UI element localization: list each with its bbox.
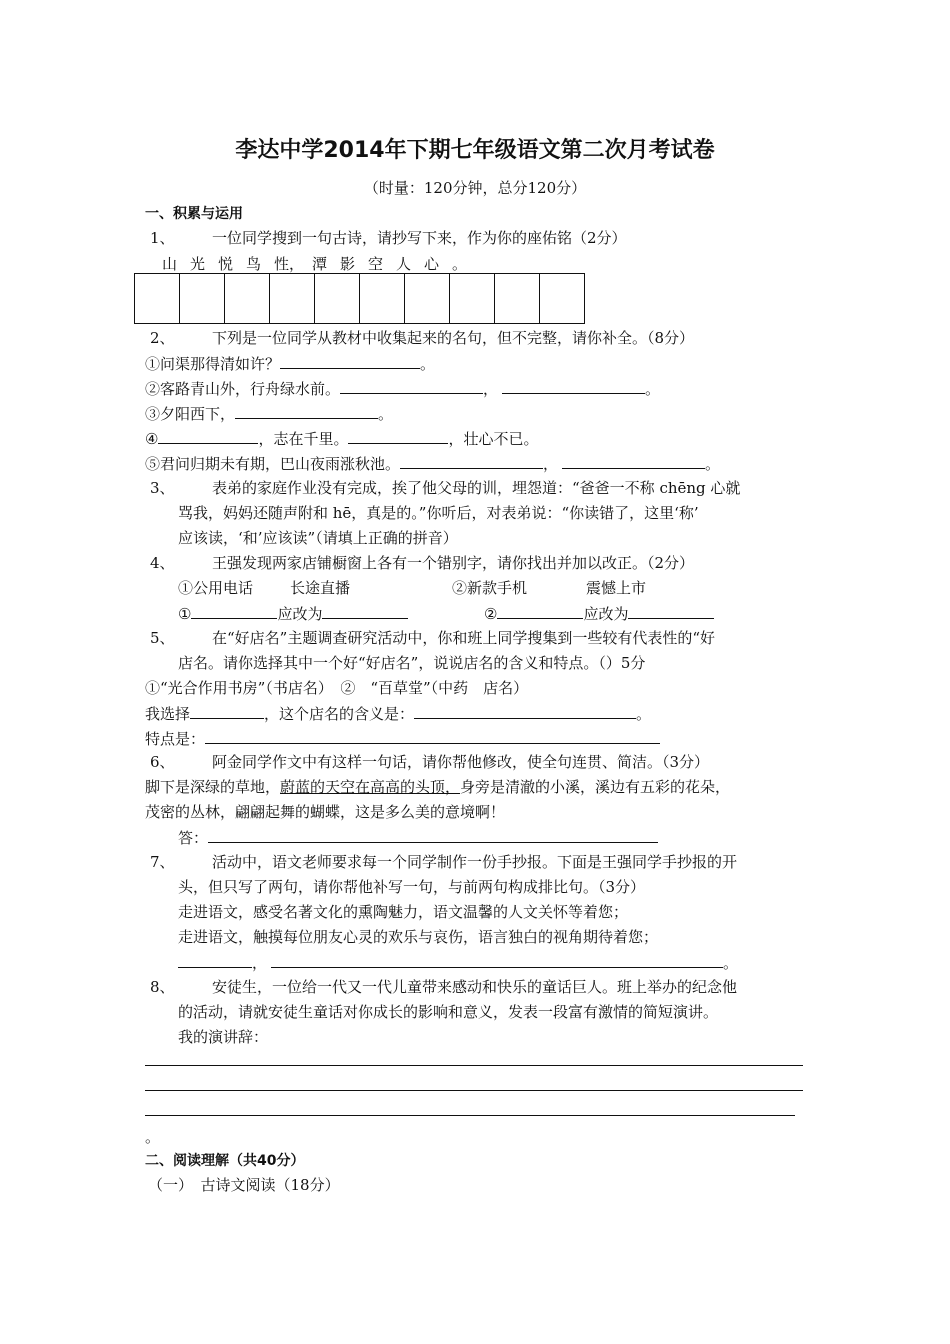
speech-answer-line[interactable] (145, 1115, 795, 1116)
copy-cell[interactable] (135, 274, 180, 323)
q8-end-mark: 。 (145, 1128, 161, 1146)
q2-line-1: ①问渠那得清如许？ 。 (145, 355, 436, 373)
q2-line-2: ②客路青山外，行舟绿水前。 ， 。 (145, 380, 661, 398)
q7-line-4: 走进语文，触摸每位朋友心灵的欢乐与哀伤，语言独白的视角期待着您； (178, 928, 659, 946)
q3-number: 3、 (150, 479, 175, 497)
q4: 4、 王强发现两家店铺橱窗上各有一个错别字，请你找出并加以改正。（2分） (150, 554, 695, 572)
q1 (150, 228, 627, 248)
q3: 3、 表弟的家庭作业没有完成，挨了他父母的训，埋怨道：“爸爸一不称 chēng 心就 (150, 479, 741, 497)
copy-cell[interactable] (315, 274, 360, 323)
page-subtitle: （时量：120分钟，总分120分） (363, 179, 587, 197)
section-2-heading: 二、阅读理解（共40分） (145, 1153, 305, 1169)
q4-sign-2b: 震憾上市 (586, 579, 647, 597)
q2 (150, 328, 694, 348)
q4-number: 4、 (150, 554, 175, 572)
copy-cell[interactable] (270, 274, 315, 323)
copy-cell[interactable] (360, 274, 405, 323)
q1-number: 1、 (150, 229, 175, 247)
poem-char: 人 (396, 255, 412, 273)
copy-cell[interactable] (405, 274, 450, 323)
answer-blank[interactable] (190, 703, 264, 719)
answer-blank[interactable] (400, 453, 543, 469)
q2-text: 下列是一位同学从教材中收集起来的名句，但不完整，请你补全。（8分） (212, 329, 695, 347)
q4-sign-1b: 长途直播 (290, 579, 351, 597)
q4-sign-2: ②新款手机 (452, 579, 528, 597)
q6-sentence-1: 脚下是深绿的草地，蔚蓝的天空在高高的头顶，身旁是清澈的小溪，溪边有五彩的花朵， (145, 778, 731, 796)
q6-answer: 答： (178, 827, 658, 848)
poem-char: 。 (452, 255, 468, 273)
answer-blank[interactable] (191, 603, 277, 619)
q4-answer-1: ① 应改为 (178, 603, 408, 624)
poem-char: 山 (162, 255, 178, 273)
q5-number: 5、 (150, 629, 175, 647)
answer-blank[interactable] (235, 403, 378, 419)
q8-line-2: 的活动，请就安徒生童话对你成长的影响和意义，发表一段富有激情的简短演讲。 (178, 1003, 719, 1021)
q5-line-4: 我选择 ，这个店名的含义是： 。 (145, 705, 652, 723)
speech-answer-line[interactable] (145, 1065, 803, 1066)
answer-blank[interactable] (205, 728, 660, 744)
q6-number: 6、 (150, 753, 175, 771)
poem-char: 悦 (218, 255, 234, 273)
answer-blank[interactable] (628, 603, 714, 619)
poem-char: 光 (190, 255, 206, 273)
q7-answer: ， 。 (178, 952, 738, 973)
answer-blank[interactable] (158, 428, 258, 444)
answer-blank[interactable] (322, 603, 408, 619)
copy-cell[interactable] (450, 274, 495, 323)
poem-char: 性， (274, 255, 305, 273)
poem-char: 影 (340, 255, 356, 273)
q2-line-3: ③夕阳西下， 。 (145, 405, 394, 423)
poem-char: 潭 (312, 255, 328, 273)
q3-line-2: 骂我，妈妈还随声附和 hē，真是的。”你听后，对表弟说：“你读错了，这里‘称’ (178, 504, 699, 522)
q5-line-5: 特点是： (145, 728, 660, 749)
q5: 5、 在“好店名”主题调查研究活动中，你和班上同学搜集到一些较有代表性的“好 (150, 629, 716, 647)
q7-number: 7、 (150, 853, 175, 871)
q5-line-2: 店名。请你选择其中一个好“好店名”，说说店名的含义和特点。（）5分 (178, 654, 646, 672)
q4-answer-2: ② 应改为 (484, 603, 714, 624)
poem-char: 心 (424, 255, 440, 273)
underlined-phrase: 蔚蓝的天空在高高的头顶， (280, 778, 461, 796)
q1-text: 一位同学搜到一句古诗，请抄写下来，作为你的座佑铭（2分） (212, 229, 627, 247)
answer-blank[interactable] (280, 353, 420, 369)
answer-blank[interactable] (178, 952, 252, 968)
q5-line-3: ①“光合作用书房”（书店名） ② “百草堂”（中药 店名） (145, 679, 529, 697)
q1-poem-chars (162, 253, 480, 274)
copy-cell[interactable] (495, 274, 540, 323)
copy-cell[interactable] (225, 274, 270, 323)
poem-char: 空 (368, 255, 384, 273)
answer-blank[interactable] (271, 952, 723, 968)
q7: 7、 活动中，语文老师要求每一个同学制作一份手抄报。下面是王强同学手抄报的开 (150, 853, 738, 871)
q3-line-3: 应该读，‘和’应该读”（请填上正确的拼音） (178, 529, 458, 547)
copy-cell[interactable] (540, 274, 584, 323)
copy-grid (134, 273, 585, 324)
page-title: 李达中学2014年下期七年级语文第二次月考试卷 (235, 138, 715, 163)
q7-line-3: 走进语文，感受名著文化的熏陶魅力，语文温馨的人文关怀等着您； (178, 903, 629, 921)
answer-blank[interactable] (497, 603, 583, 619)
q2-line-4: ④ ，志在千里。 ，壮心不已。 (145, 430, 539, 448)
section-1-heading: 一、积累与运用 (145, 206, 243, 222)
answer-blank[interactable] (502, 378, 645, 394)
q6: 6、 阿金同学作文中有这样一句话，请你帮他修改，使全句连贯、简洁。（3分） (150, 753, 710, 771)
q6-sentence-2: 茂密的丛林，翩翩起舞的蝴蝶，这是多么美的意境啊！ (145, 803, 506, 821)
q8-number: 8、 (150, 978, 175, 996)
poem-char: 鸟 (246, 255, 262, 273)
speech-answer-line[interactable] (145, 1090, 803, 1091)
section-2-sub: （一） 古诗文阅读（18分） (148, 1176, 340, 1194)
answer-blank[interactable] (208, 827, 658, 843)
q8: 8、 安徒生，一位给一代又一代儿童带来感动和快乐的童话巨人。班上举办的纪念他 (150, 978, 738, 996)
answer-blank[interactable] (340, 378, 483, 394)
copy-cell[interactable] (180, 274, 225, 323)
answer-blank[interactable] (562, 453, 705, 469)
q8-line-3: 我的演讲辞： (178, 1028, 269, 1046)
answer-blank[interactable] (414, 703, 636, 719)
q2-line-5: ⑤君问归期未有期，巴山夜雨涨秋池。 ， 。 (145, 455, 721, 473)
q7-line-2: 头，但只写了两句，请你帮他补写一句，与前两句构成排比句。（3分） (178, 878, 646, 896)
q4-sign-1: ①公用电话 (178, 579, 254, 597)
q2-number: 2、 (150, 329, 175, 347)
answer-blank[interactable] (348, 428, 448, 444)
